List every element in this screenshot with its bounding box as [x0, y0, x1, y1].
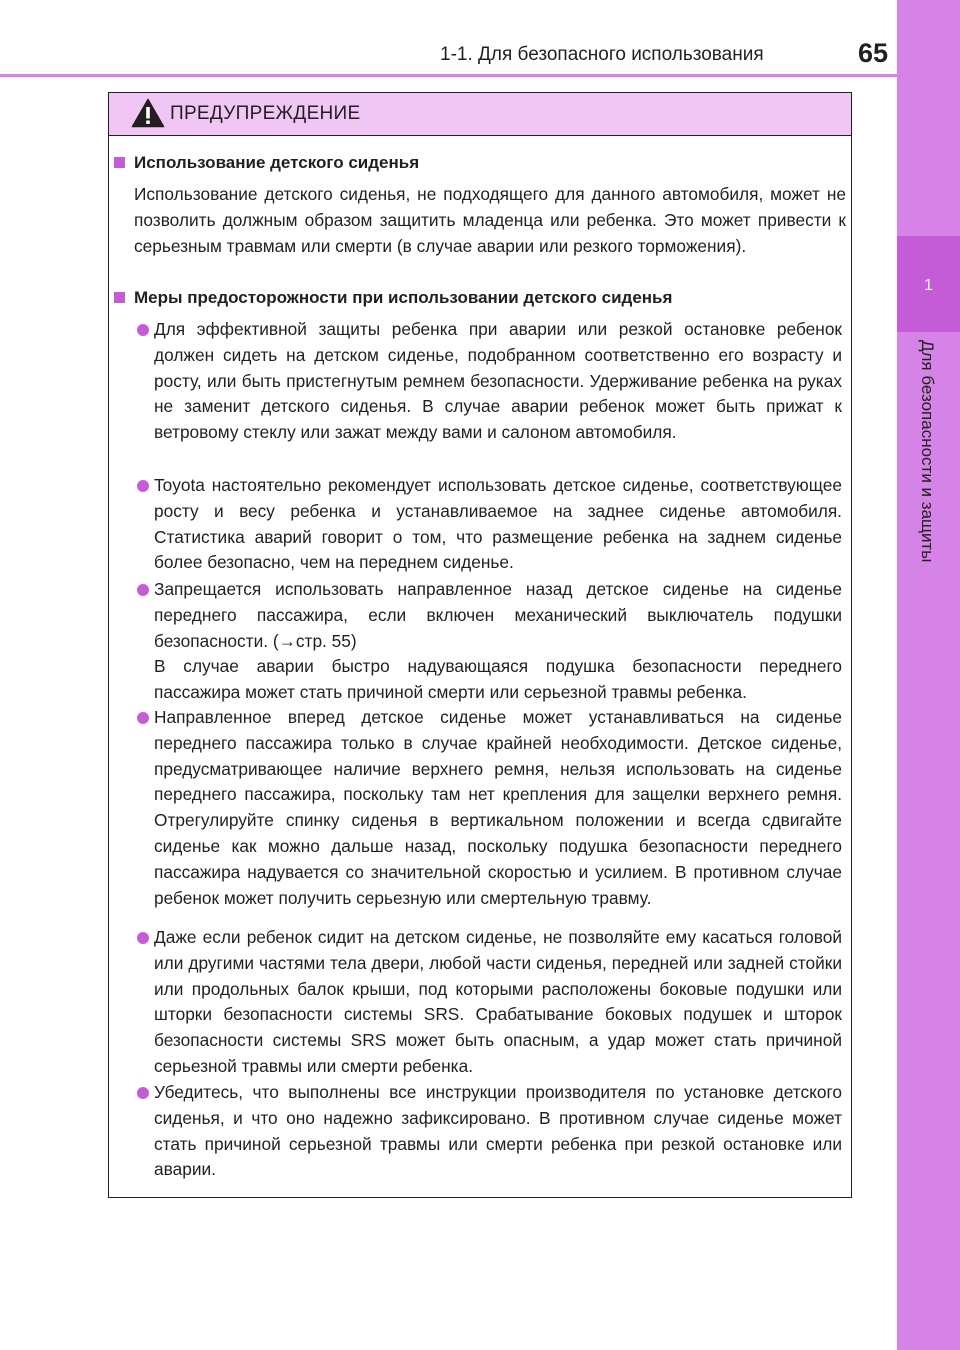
list-item-text	[154, 577, 842, 706]
list-item-paragraph: В случае аварии быстро надувающаяся подушка безопасности переднего пассажира может стать причиной смерти или серьезной травмы ребенка.	[154, 656, 842, 703]
list-item-text: Для эффективной защиты ребенка при аварии или резкой остановке ребенок должен сидеть на детском сиденье, подобранном соответственно его возрасту и росту, или быть пристегнутым ремнем безопасности. Удерживание ребенка на руках не заменит детского сиденья. В случае аварии ребенок может быть прижат к ветровому стеклу или зажат между вами и салоном автомобиля.	[154, 319, 842, 443]
header-section-title: 1-1. Для безопасного использования	[440, 44, 764, 65]
list-item	[109, 577, 853, 706]
section-heading-text: Использование детского сиденья	[134, 153, 420, 172]
square-bullet-icon	[114, 292, 125, 303]
warning-triangle-icon	[131, 98, 165, 128]
list-item	[109, 473, 853, 576]
list-item	[109, 1080, 853, 1183]
section-child-seat-use	[109, 151, 853, 259]
list-item	[109, 925, 853, 1080]
page-number: 65	[858, 38, 889, 68]
list-item-text: Даже если ребенок сидит на детском сиденье, не позволяйте ему касаться головой или другими частями тела двери, любой части сиденья, передней или задней стойки или продольных балок крыши, под которыми расположены боковые подушки или шторки безопасности системы SRS. Срабатывание боковых подушек и шторок безопасности системы SRS может быть опасным, а удар может стать причиной серьезной травмы или смерти ребенка.	[154, 927, 842, 1076]
round-bullet-icon	[137, 932, 149, 944]
section-text: Использование детского сиденья, не подходящего для данного автомобиля, может не позволить должным образом защитить младенца или ребенка. Это может привести к серьезным травмам или смерти (в случае аварии или резкого торможения).	[134, 184, 846, 256]
section-heading	[109, 151, 853, 175]
section-heading	[109, 286, 853, 310]
warning-title: ПРЕДУПРЕЖДЕНИЕ	[170, 103, 361, 124]
header-divider	[0, 74, 897, 77]
chapter-side-tab	[897, 0, 960, 1350]
list-item	[109, 317, 853, 446]
list-item-text: Toyota настоятельно рекомендует использовать детское сиденье, соответствующее росту и весу ребенка и устанавливаемое на заднее сиденье автомобиля. Статистика аварий говорит о том, что размещение ребенка на заднем сиденье более безопасно, чем на переднем сиденье.	[154, 475, 842, 573]
section-child-seat-precautions	[109, 286, 853, 310]
list-item	[109, 705, 853, 911]
round-bullet-icon	[137, 712, 149, 724]
warning-header	[109, 93, 851, 136]
round-bullet-icon	[137, 1087, 149, 1099]
chapter-title: Для безопасности и защиты	[918, 340, 937, 563]
round-bullet-icon	[137, 480, 149, 492]
round-bullet-icon	[137, 324, 149, 336]
list-item-paragraph: Запрещается использовать направленное назад детское сиденье на сиденье переднего пассажира, если включен механический выключатель подушки безопасности. (→стр. 55)	[154, 579, 842, 651]
round-bullet-icon	[137, 584, 149, 596]
warning-box	[108, 92, 852, 1198]
list-item-text: Убедитесь, что выполнены все инструкции производителя по установке детского сиденья, и что оно надежно зафиксировано. В противном случае сиденье может стать причиной серьезной травмы или смерти ребенка при резкой остановке или аварии.	[154, 1082, 842, 1180]
chapter-number: 1	[924, 277, 933, 294]
section-heading-text: Меры предосторожности при использовании детского сиденья	[134, 288, 673, 307]
square-bullet-icon	[114, 157, 125, 168]
list-item-text: Направленное вперед детское сиденье может устанавливаться на сиденье переднего пассажира только в случае крайней необходимости. Детское сиденье, предусматривающее наличие верхнего ремня, нельзя использовать на сиденье переднего пассажира, поскольку там нет крепления для защелки верхнего ремня. Отрегулируйте спинку сиденья в вертикальном положении и всегда сдвигайте сиденье как можно дальше назад, поскольку подушка безопасности переднего пассажира надувается со значительной скоростью и усилием. В противном случае ребенок может получить серьезную или смертельную травму.	[154, 707, 842, 908]
